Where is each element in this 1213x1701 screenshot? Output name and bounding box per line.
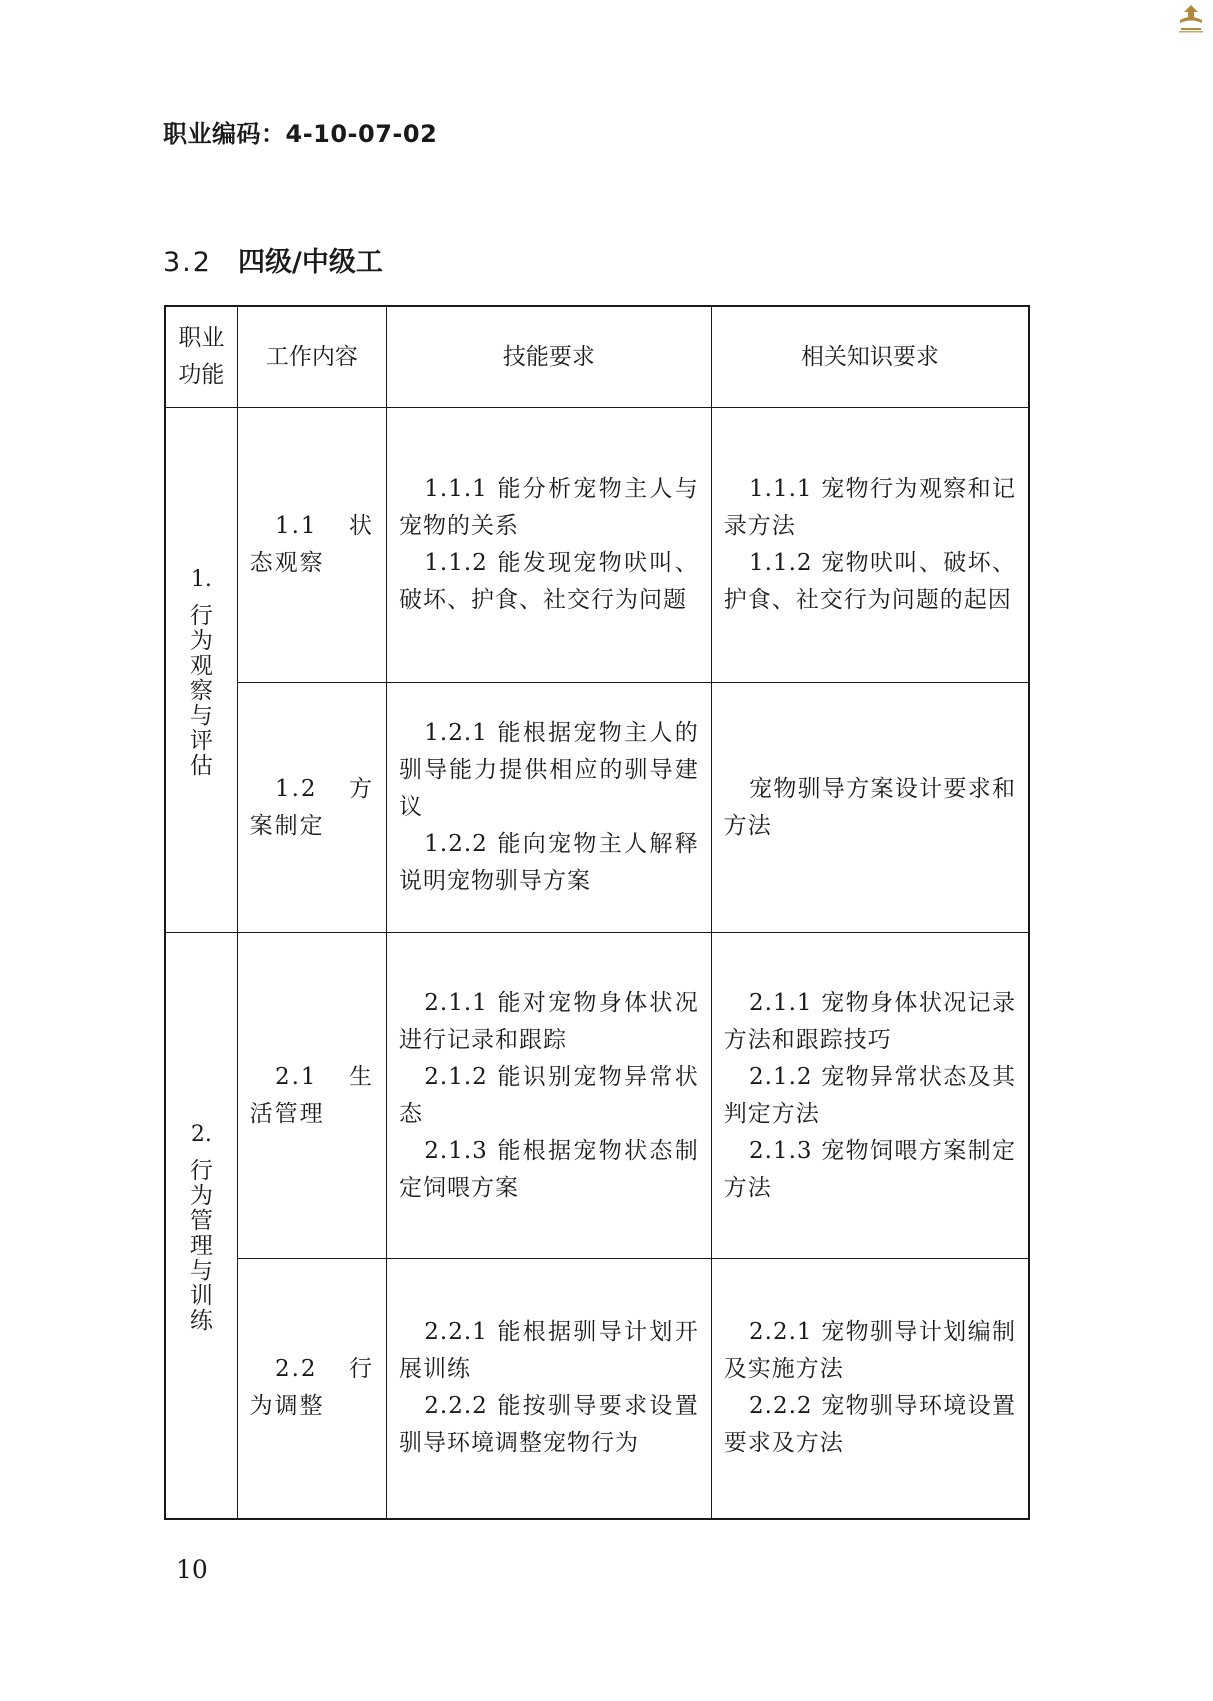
- work-content-cell: [237, 683, 386, 933]
- header-function: [165, 306, 237, 408]
- work-content-cell: [237, 933, 386, 1259]
- knowledge-item: 1.1.1 宠物行为观察和记录方法: [723, 476, 1016, 539]
- skill-cell: [387, 408, 712, 683]
- table-row: [165, 408, 1029, 683]
- table-row: [165, 683, 1029, 933]
- skill-standard-table: [164, 305, 1030, 1520]
- knowledge-cell: [711, 683, 1029, 933]
- knowledge-item: 2.1.1 宠物身体状况记录方法和跟踪技巧: [723, 989, 1016, 1053]
- work-content-cell: [237, 1259, 386, 1519]
- occupation-code-label: 职业编码：: [163, 120, 286, 148]
- skill-item: 1.1.2 能发现宠物吠叫、破坏、护食、社交行为问题: [399, 550, 699, 613]
- knowledge-cell: [711, 1259, 1029, 1519]
- page-number: 10: [176, 1555, 208, 1584]
- skill-item: 2.2.1 能根据驯导计划开展训练: [399, 1319, 699, 1383]
- function-cell: [165, 933, 237, 1519]
- occupation-code: [163, 114, 437, 149]
- skill-cell: [387, 683, 712, 933]
- section-heading: [163, 240, 383, 279]
- work-content-text: 2.2 行为调整: [249, 1356, 374, 1420]
- work-content-cell: [237, 408, 386, 683]
- section-number: 3.2: [163, 247, 212, 278]
- knowledge-item: 2.2.1 宠物驯导计划编制及实施方法: [723, 1319, 1016, 1383]
- knowledge-cell: [711, 933, 1029, 1259]
- function-name: 行为管理与训练: [189, 1158, 213, 1335]
- header-knowledge-requirements: 相关知识要求: [711, 306, 1029, 408]
- table-header-row: [165, 306, 1029, 408]
- table-row: [165, 1259, 1029, 1519]
- function-number: 1.: [190, 567, 212, 592]
- skill-item: 2.2.2 能按驯导要求设置驯导环境调整宠物行为: [399, 1393, 699, 1457]
- skill-item: 1.2.1 能根据宠物主人的驯导能力提供相应的驯导建议: [399, 720, 699, 820]
- skill-item: 2.1.1 能对宠物身体状况进行记录和跟踪: [399, 989, 699, 1053]
- header-function-line2: 功能: [178, 362, 225, 388]
- skill-cell: [387, 1259, 712, 1519]
- publisher-emblem-icon: [1172, 2, 1210, 36]
- knowledge-item: 2.1.2 宠物异常状态及其判定方法: [723, 1063, 1016, 1127]
- work-content-text: 1.1 状态观察: [249, 513, 374, 576]
- section-title: 四级/中级工: [237, 247, 383, 278]
- function-number: 2.: [190, 1122, 212, 1148]
- occupation-code-value: 4-10-07-02: [285, 120, 438, 148]
- header-work-content: 工作内容: [237, 306, 386, 408]
- skill-item: 2.1.2 能识别宠物异常状态: [399, 1063, 699, 1127]
- knowledge-cell: [711, 408, 1029, 683]
- knowledge-item: 2.1.3 宠物饲喂方案制定方法: [723, 1137, 1016, 1201]
- header-function-line1: 职业: [178, 325, 225, 351]
- work-content-text: 1.2 方案制定: [249, 775, 374, 839]
- skill-cell: [387, 933, 712, 1259]
- skill-item: 1.1.1 能分析宠物主人与宠物的关系: [399, 476, 699, 539]
- function-cell: [165, 408, 237, 933]
- work-content-text: 2.1 生活管理: [249, 1063, 374, 1127]
- table-row: [165, 933, 1029, 1259]
- header-skill-requirements: 技能要求: [387, 306, 712, 408]
- knowledge-item: 1.1.2 宠物吠叫、破坏、护食、社交行为问题的起因: [723, 550, 1016, 613]
- knowledge-item: 宠物驯导方案设计要求和方法: [723, 775, 1016, 839]
- skill-item: 1.2.2 能向宠物主人解释说明宠物驯导方案: [399, 831, 699, 894]
- knowledge-item: 2.2.2 宠物驯导环境设置要求及方法: [723, 1393, 1016, 1457]
- function-name: 行为观察与评估: [189, 603, 213, 779]
- skill-item: 2.1.3 能根据宠物状态制定饲喂方案: [399, 1137, 699, 1201]
